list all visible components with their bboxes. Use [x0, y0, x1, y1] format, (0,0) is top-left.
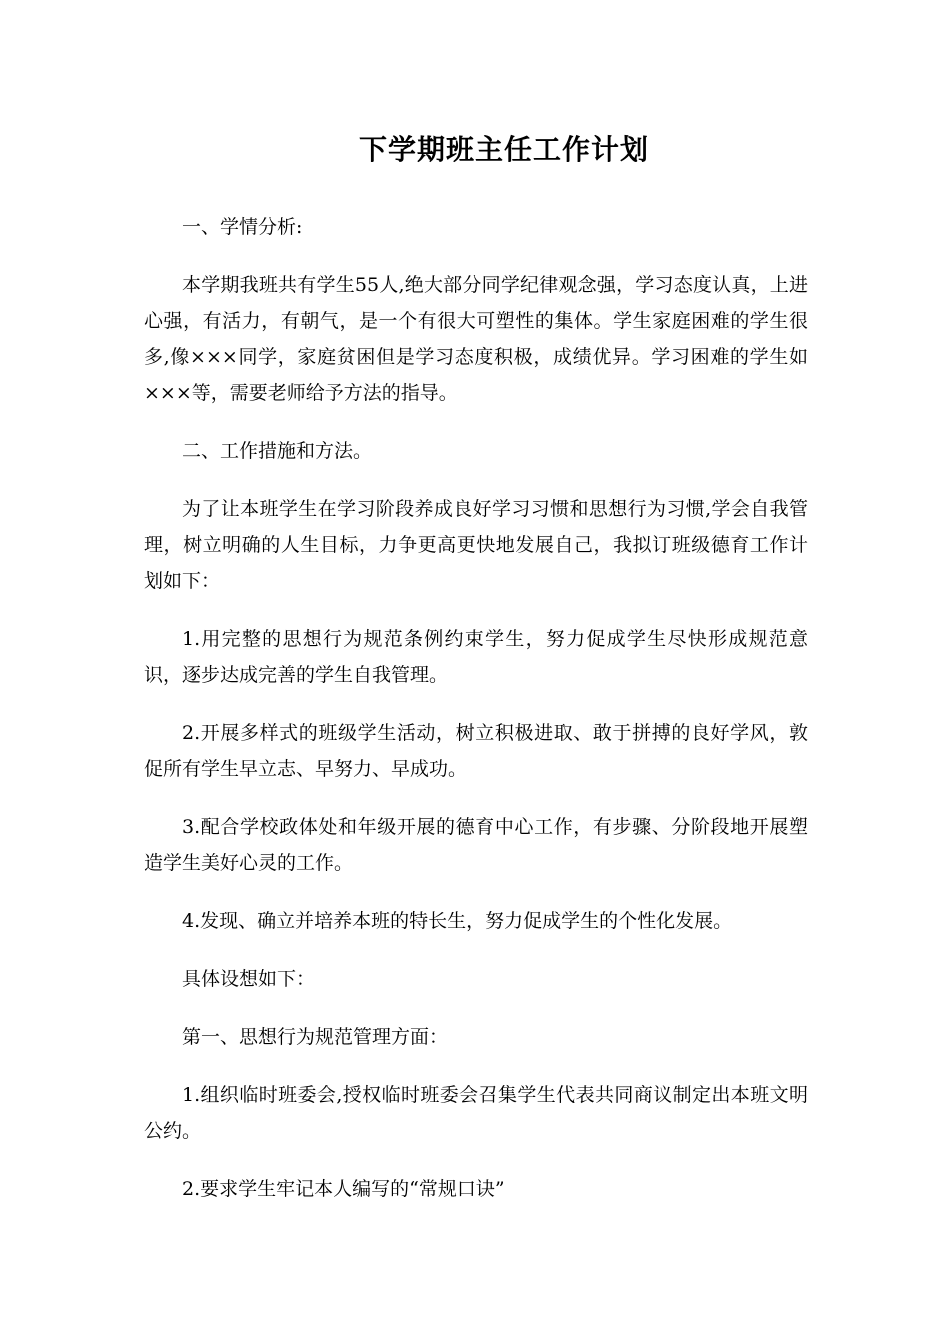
behavior-item-1: 1.组织临时班委会,授权临时班委会召集学生代表共同商议制定出本班文明公约。 — [144, 1084, 808, 1142]
document-title: 下学期班主任工作计划 — [358, 133, 649, 166]
paragraph-details-intro: 具体设想如下： — [182, 968, 316, 990]
list-item-4: 4.发现、确立并培养本班的特长生，努力促成学生的个性化发展。 — [182, 910, 733, 932]
behavior-item-2: 2.要求学生牢记本人编写的“常规口诀” — [182, 1178, 505, 1200]
section-heading-behavior: 第一、思想行为规范管理方面： — [182, 1026, 449, 1048]
section-heading-measures: 二、工作措施和方法。 — [182, 440, 373, 462]
document-body — [144, 209, 808, 1229]
list-item-1: 1.用完整的思想行为规范条例约束学生，努力促成学生尽快形成规范意识，逐步达成完善的学生自我管理。 — [144, 628, 808, 686]
list-item-2: 2.开展多样式的班级学生活动，树立积极进取、敢于拼搏的良好学风，敦促所有学生早立志、早努力、早成功。 — [144, 722, 808, 780]
paragraph-measures-intro: 为了让本班学生在学习阶段养成良好学习习惯和思想行为习惯,学会自我管理，树立明确的人生目标，力争更高更快地发展自己，我拟订班级德育工作计划如下： — [144, 498, 808, 592]
list-item-3: 3.配合学校政体处和年级开展的德育中心工作，有步骤、分阶段地开展塑造学生美好心灵的工作。 — [144, 816, 808, 874]
paragraph-analysis: 本学期我班共有学生55人,绝大部分同学纪律观念强，学习态度认真，上进心强，有活力，有朝气，是一个有很大可塑性的集体。学生家庭困难的学生很多,像×××同学，家庭贫困但是学习态度积极，成绩优异。学习困难的学生如×××等，需要老师给予方法的指导。 — [144, 274, 808, 404]
section-heading-analysis: 一、学情分析: — [182, 216, 303, 238]
